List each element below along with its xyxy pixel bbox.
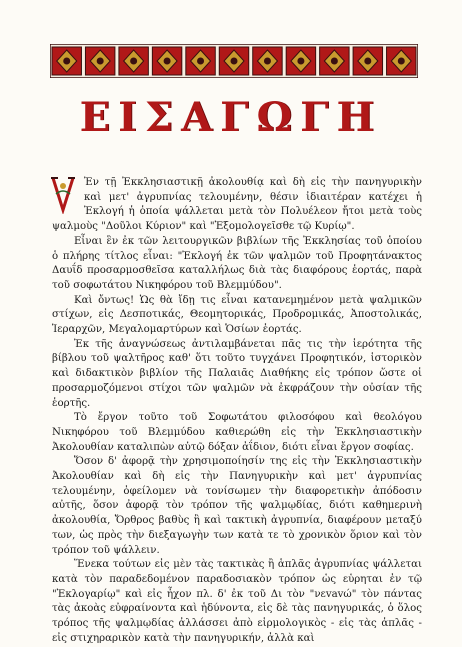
paragraph: Ἐν τῇ Ἐκκλησιαστικῇ ἀκολουθίᾳ καὶ δὴ εἰς τὴν πανηγυρικὴν καὶ μετ' ἀγρυπνίας τελουμένην, θέσιν ἰδιαιτέραν κατέχει ἡ Ἐκλογή ἡ ὁποία ψάλλεται μετὰ τὸν Πολυέλεον ἤτοι μετὰ τοὺς ψαλμοὺς "Δοῦλοι Κύριον" καὶ "Ἐξομολογεῖσθε τῷ Κυρίῳ".	[52, 177, 422, 233]
ornament-motif	[85, 47, 114, 75]
paragraph: Τὸ ἔργον τοῦτο τοῦ Σοφωτάτου φιλοσόφου καὶ θεολόγου Νικηφόρου τοῦ Βλεμμύδου καθιερώθη εἰς τὴν Ἐκκλησιαστικὴν Ἀκολουθίαν καταλιπὼν αὐτῷ δόξαν ἀΐδιον, διότι εἶναι ἔργον σοφίας.	[52, 412, 422, 453]
ornament-motif	[253, 47, 282, 75]
ornament-motif	[152, 47, 181, 75]
document-body	[52, 176, 422, 647]
paragraph: Καὶ ὄντως! Ὡς θὰ ἴδῃ τις εἶναι κατανεμημένον μετὰ ψαλμικῶν στίχων, εἰς Δεσποτικάς, Θεομητορικάς, Προδρομικάς, Ἀποστολικάς, Ἱεραρχῶν, Μεγαλομαρτύρων καὶ Ὁσίων ἑορτάς.	[52, 294, 422, 336]
ornament-motif	[387, 47, 416, 75]
paragraph: Εἶναι ἓν ἐκ τῶν λειτουργικῶν βιβλίων τῆς Ἐκκλησίας τοῦ ὁποίου ὁ πλήρης τίτλος εἶναι: "Ἐκλογή ἐκ τῶν ψαλμῶν τοῦ Προφητάνακτος Δαυΐδ προσαρμοσθεῖσα καταλλήλως διὰ τὰς διαφόρους ἑορτάς, παρὰ τοῦ σοφωτάτου Νικηφόρου τοῦ Βλεμμύδου".	[52, 235, 422, 291]
decorative-ornament-band	[50, 44, 418, 78]
paragraph: Ἕνεκα τούτων εἰς μὲν τὰς τακτικὰς ἢ ἁπλᾶς ἀγρυπνίας ψάλλεται κατὰ τὸν παραδεδομένον παραδοσιακὸν τρόπον ὡς εὑρηται ἐν τῷ "Ἐκλογαρίῳ" καὶ εἰς ἦχον πλ. δ' ἐκ τοῦ Δι τὸν "νεvavώ" τὸν πάντας τὰς ἀκοὰς εὐφραίνοντα καὶ ἡδύνοντα, εἰς δὲ τὰς πανηγυρικάς, ὁ ὅλος τρόπος τῆς ψαλμῳδίας ἀλλάσσει ἀπὸ εἱρμολογικὸς - εἰς τὰς ἁπλᾶς - εἰς στιχηραρικὸν κατὰ τὴν πανηγυρικήν, ἀλλὰ καὶ	[52, 559, 422, 644]
ornament-motif	[52, 47, 81, 75]
paragraph: Ὅσον δ' ἀφορᾷ τὴν χρησιμοποίησίν της εἰς τὴν Ἐκκλησιαστικὴν Ἀκολουθίαν καὶ δὴ εἰς τὴν Πανηγυρικὴν καὶ μετ' ἀγρυπνίας τελουμένην, ὀφείλομεν νὰ τονίσωμεν τὴν διαφορετικὴν ἀπόδοσιν αὐτῆς, ὅσον ἀφορᾷ τὸν τρόπον τῆς ψαλμῳδίας, διότι καθημερινὴ ἀκολουθία, Ὄρθρος βαθὺς ἢ καὶ τακτικὴ ἀγρυπνία, διαφέρουν μεταξύ των, ὡς πρὸς τὴν διεξαγωγὴν των κατὰ τε τὸ χρονικὸν ὅριον καὶ τὸν τρόπον τοῦ ψάλλειν.	[52, 456, 422, 556]
illuminated-dropcap-icon	[50, 174, 76, 214]
ornament-motif	[320, 47, 349, 75]
ornament-motif	[186, 47, 215, 75]
ornament-motif	[219, 47, 248, 75]
ornament-motif	[353, 47, 382, 75]
page-title: ΕΙΣΑΓΩΓΗ	[79, 94, 383, 141]
ornament-motif	[286, 47, 315, 75]
paragraph: Ἐκ τῆς ἀναγνώσεως ἀντιλαμβάνεται πᾶς τις τὴν ἱερότητα τῆς βίβλου τοῦ ψαλτῆρος καθ' ὅτι τοῦτο τυγχάνει Προφητικόν, ἱστορικὸν καὶ διδακτικὸν βιβλίον τῆς Παλαιᾶς Διαθήκης εἰς τρόπον ὥστε οἱ προσαρμοζόμενοι στίχοι τῶν ψαλμῶν νὰ ἐκφράζουν τὴν οὐσίαν τῆς ἑορτῆς.	[52, 338, 422, 409]
ornament-motif	[119, 47, 148, 75]
